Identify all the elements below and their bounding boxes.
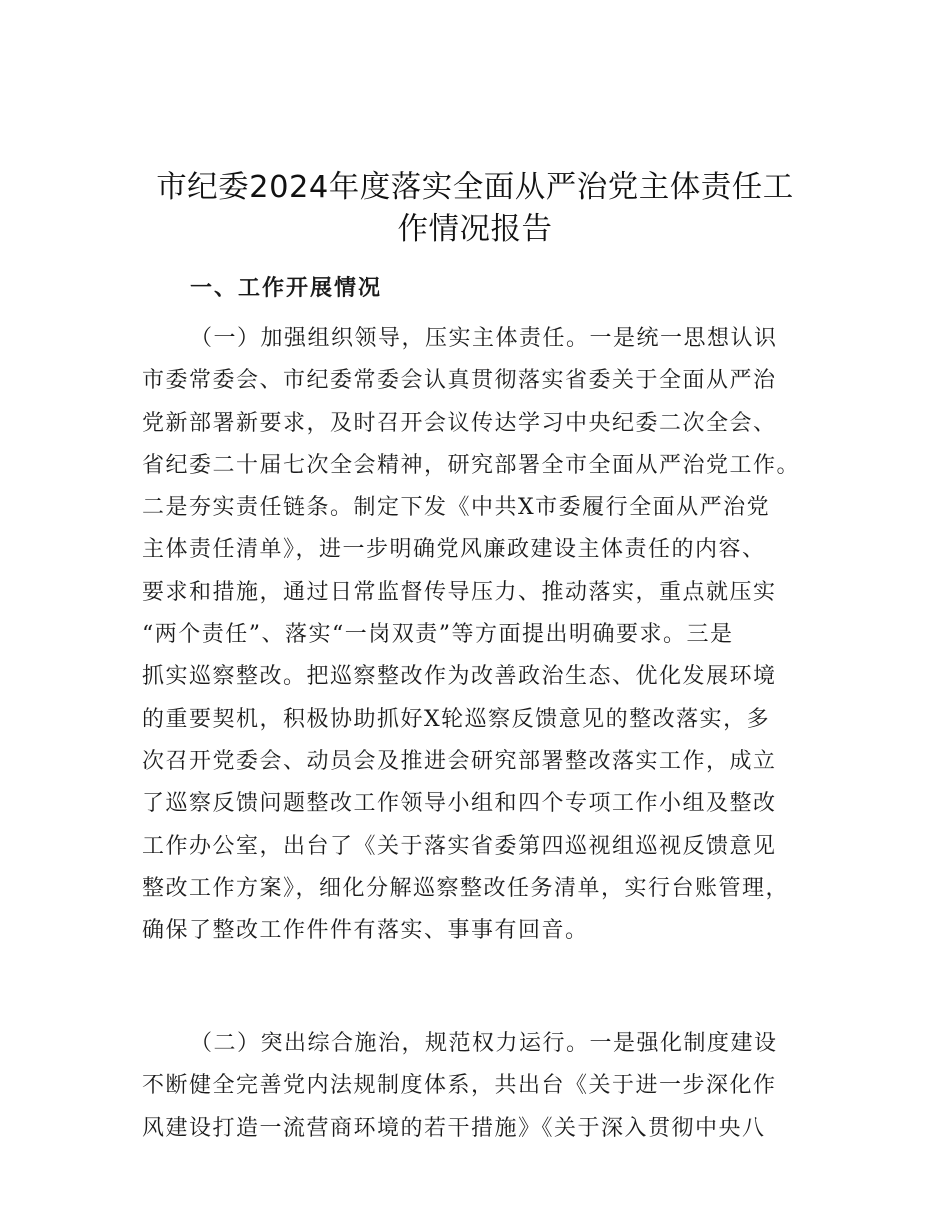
paragraph-line: （一）加强组织领导，压实主体责任。一是统一思想认识	[190, 326, 778, 351]
paragraph-line: 风建设打造一流营商环境的若干措施》《关于深入贯彻中央八	[142, 1115, 766, 1141]
paragraph-line: （二）突出综合施治，规范权力运行。一是强化制度建设	[190, 1031, 778, 1056]
paragraph-line: 了巡察反馈问题整改工作领导小组和四个专项工作小组及整改	[142, 791, 777, 817]
title-line-2: 作情况报告	[397, 212, 553, 247]
paragraph-line: 省纪委二十届七次全会精神，研究部署全市全面从严治党工作。	[142, 452, 801, 478]
paragraph-line: 主体责任清单》，进一步明确党风廉政建设主体责任的内容、	[142, 537, 766, 563]
document-title	[120, 167, 830, 251]
paragraph-line: 要求和措施，通过日常监督传导压力、推动落实，重点就压实	[142, 579, 777, 605]
paragraph-line: “两个责任”、落实“一岗双责”等方面提出明确要求。三是	[142, 622, 734, 648]
paragraph-line: 的重要契机，积极协助抓好X轮巡察反馈意见的整改落实，多	[142, 706, 771, 732]
section-heading: 一、工作开展情况	[190, 275, 383, 301]
paragraph-line: 整改工作方案》，细化分解巡察整改任务清单，实行台账管理，	[142, 875, 790, 901]
paragraph-line: 确保了整改工作件件有落实、事事有回音。	[142, 918, 589, 944]
paragraph-line: 二是夯实责任链条。制定下发《中共X市委履行全面从严治党	[142, 495, 771, 521]
paragraph-comprehensive-governance	[142, 1023, 822, 1150]
paragraph-line: 抓实巡察整改。把巡察整改作为改善政治生态、优化发展环境	[142, 664, 777, 690]
paragraph-line: 市委常委会、市纪委常委会认真贯彻落实省委关于全面从严治	[142, 368, 777, 394]
paragraph-line: 次召开党委会、动员会及推进会研究部署整改落实工作，成立	[142, 748, 777, 774]
paragraph-organizational-leadership	[142, 318, 822, 952]
title-line-1: 市纪委2024年度落实全面从严治党主体责任工	[156, 170, 794, 205]
paragraph-line: 工作办公室，出台了《关于落实省委第四巡视组巡视反馈意见	[142, 833, 777, 859]
paragraph-line: 党新部署新要求，及时召开会议传达学习中央纪委二次全会、	[142, 410, 777, 436]
paragraph-line: 不断健全完善党内法规制度体系，共出台《关于进一步深化作	[142, 1073, 777, 1099]
